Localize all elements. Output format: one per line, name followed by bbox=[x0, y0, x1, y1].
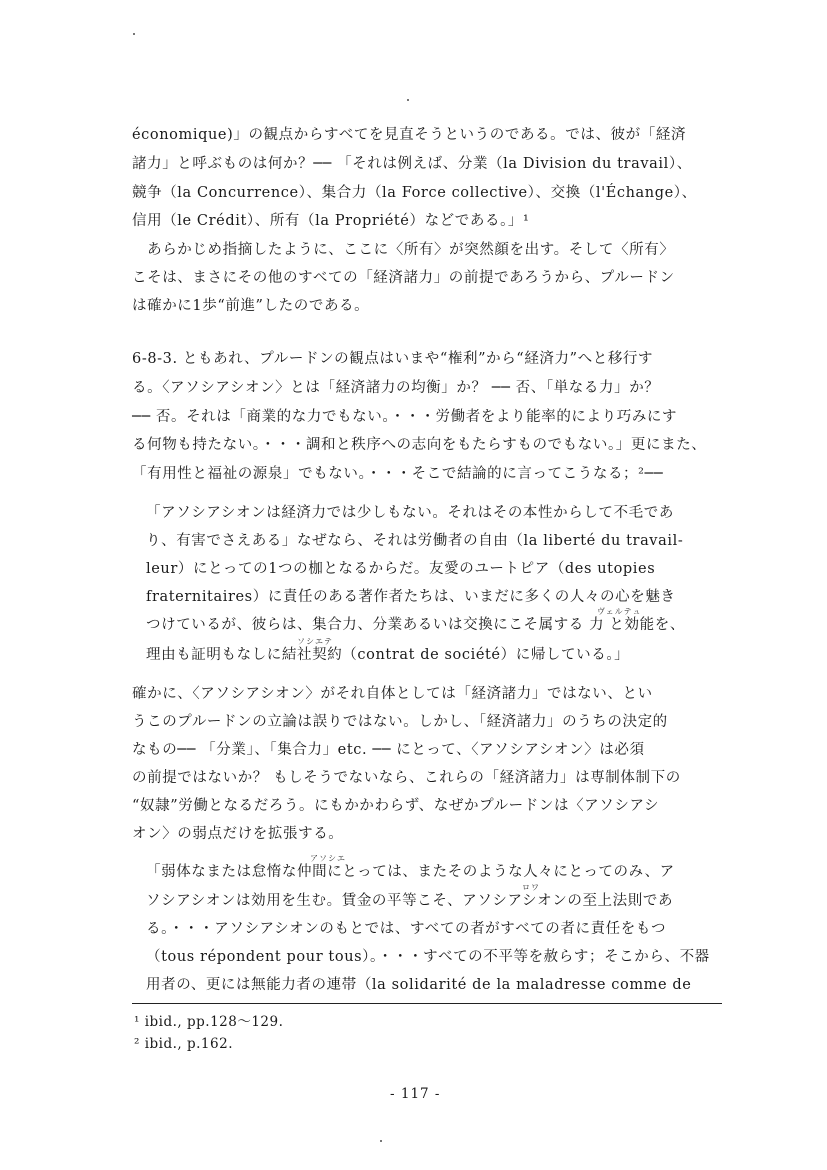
body-line: あらかじめ指摘したように、ここに〈所有〉が突然顔を出す。そして〈所有〉 bbox=[132, 242, 675, 258]
body-line: オン〉の弱点だけを拡張する。 bbox=[132, 826, 344, 842]
quote-line: fraternitaires）に責任のある著作者たちは、いまだに多くの人々の心を魅き bbox=[146, 589, 676, 605]
body-line: 競争（la Concurrence）、集合力（la Force collective）、交換（l'Échange）、 bbox=[132, 185, 697, 201]
scan-speck bbox=[133, 33, 135, 35]
body-line: こそは、まさにその他のすべての「経済諸力」の前提であろうから、プルードン bbox=[132, 270, 675, 286]
quote-line: 「アソシアシオンは経済力では少しもない。それはその本性からして不毛であ bbox=[146, 505, 674, 521]
body-line: なもの── 「分業」、「集合力」etc. ── にとって、〈アソシアシオン〉は必須 bbox=[132, 742, 645, 758]
body-line: économique)」の観点からすべてを見直そうというのである。では、彼が「経済 bbox=[132, 127, 687, 143]
body-line: 確かに、〈アソシアシオン〉がそれ自体としては「経済諸力」ではない、とい bbox=[132, 686, 653, 702]
scan-speck bbox=[380, 1140, 382, 1142]
ruby-annotation: ソシエテ bbox=[297, 637, 333, 646]
body-line: る。〈アソシアシオン〉とは「経済諸力の均衡」か？ ── 否、「単なる力」か？ bbox=[132, 380, 660, 396]
page-number: - 117 - bbox=[390, 1086, 441, 1102]
ruby-annotation: アソシエ bbox=[310, 854, 346, 863]
quote-line: leur）にとっての1つの枷となるからだ。友愛のユートピア（des utopies bbox=[146, 561, 656, 577]
quote-line: 用者の、更には無能力者の連帯（la solidarité de la maladresse comme de bbox=[146, 977, 692, 993]
body-line: は確かに1歩“前進”したのである。 bbox=[132, 298, 370, 314]
quote-line: 「弱体なまたは怠惰な仲間にとっては、またそのような人々にとってのみ、ア bbox=[146, 864, 675, 880]
section-line: 6-8-3. ともあれ、プルードンの観点はいまや“権利”から“経済力”へと移行す bbox=[132, 351, 654, 367]
footnote: ¹ ibid., pp.128〜129. bbox=[134, 1014, 284, 1030]
body-line: 信用（le Crédit）、所有（la Propriété）などである。」¹ bbox=[132, 213, 530, 229]
quote-line: ソシアシオンは効用を生む。賃金の平等こそ、アソシアシオンの至上法則であ bbox=[146, 893, 674, 909]
quote-line: 理由も証明もなしに結社契約（contrat de société）に帰している。」 bbox=[146, 647, 630, 663]
quote-line: る。・・・アソシアシオンのもとでは、すべての者がすべての者に責任をもつ bbox=[146, 921, 667, 937]
body-line: うこのプルードンの立論は誤りではない。しかし、「経済諸力」のうちの決定的 bbox=[132, 714, 668, 730]
body-line: 「有用性と福祉の源泉」でもない。・・・そこで結論的に言ってこうなる；²── bbox=[132, 466, 664, 482]
body-line: “奴隷”労働となるだろう。にもかかわらず、なぜかプルードンは〈アソシアシ bbox=[132, 798, 660, 814]
body-line: の前提ではないか？ もしそうでないなら、これらの「経済諸力」は専制体制下の bbox=[132, 770, 681, 786]
scan-speck bbox=[407, 99, 409, 101]
quote-line: （tous répondent pour tous）。・・・すべての不平等を赦らす；そこから、不器 bbox=[146, 949, 710, 965]
quote-line: り、有害でさえある」なぜなら、それは労働者の自由（la liberté du travail- bbox=[146, 533, 684, 549]
body-line: ── 否。それは「商業的な力でもない。・・・労働者をより能率的により巧みにす bbox=[132, 409, 678, 425]
body-line: 諸力」と呼ぶものは何か？── 「それは例えば、分業（la Division du travail）、 bbox=[132, 156, 692, 172]
ruby-annotation: ロワ bbox=[522, 883, 540, 892]
footnote: ² ibid., p.162. bbox=[134, 1036, 233, 1052]
body-line: る何物も持たない。・・・調和と秩序への志向をもたらすものでもない。」更にまた、 bbox=[132, 437, 707, 453]
quote-line: つけているが、彼らは、集合力、分業あるいは交換にこそ属する 力 と効能を、 bbox=[146, 617, 685, 633]
footnote-rule bbox=[132, 1003, 722, 1004]
ruby-annotation: ヴェルテュ bbox=[597, 607, 642, 616]
